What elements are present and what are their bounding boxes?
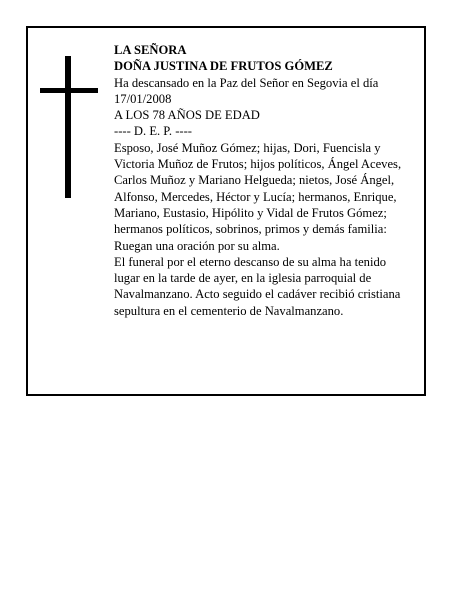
family-list: Esposo, José Muñoz Gómez; hijas, Dori, Fuencisla y Victoria Muñoz de Frutos; hijos políticos, Ángel Aceves, Carlos Muñoz y Mariano Helgueda; nietos, José Ángel, Alfonso, Mercedes, Héctor y Lucía; hermanos, Enrique, Mariano, Eustasio, Hipólito y Vidal de Frutos Gómez; hermanos políticos, sobrinos, primos y demás familia: (114, 140, 402, 237)
cross-icon (40, 56, 98, 198)
obituary-notice (26, 26, 426, 396)
title-line: LA SEÑORA (114, 43, 187, 57)
cross-horizontal-bar (40, 88, 98, 93)
deceased-name: DOÑA JUSTINA DE FRUTOS GÓMEZ (114, 59, 333, 74)
funeral-details: El funeral por el eterno descanso de su alma ha tenido lugar en la tarde de ayer, en la iglesia parroquial de Navalmanzano. Acto seguido el cadáver recibió cristiana sepultura en el cementerio de Navalmanzano. (114, 254, 401, 318)
notice-text (114, 42, 410, 319)
age-line: A LOS 78 AÑOS DE EDAD (114, 108, 260, 123)
rest-statement: Ha descansado en la Paz del Señor en Segovia el día 17/01/2008 (114, 75, 379, 106)
rip-line: ---- D. E. P. ---- (114, 124, 192, 139)
cross-vertical-bar (65, 56, 71, 198)
prayer-request: Ruegan una oración por su alma. (114, 238, 280, 253)
